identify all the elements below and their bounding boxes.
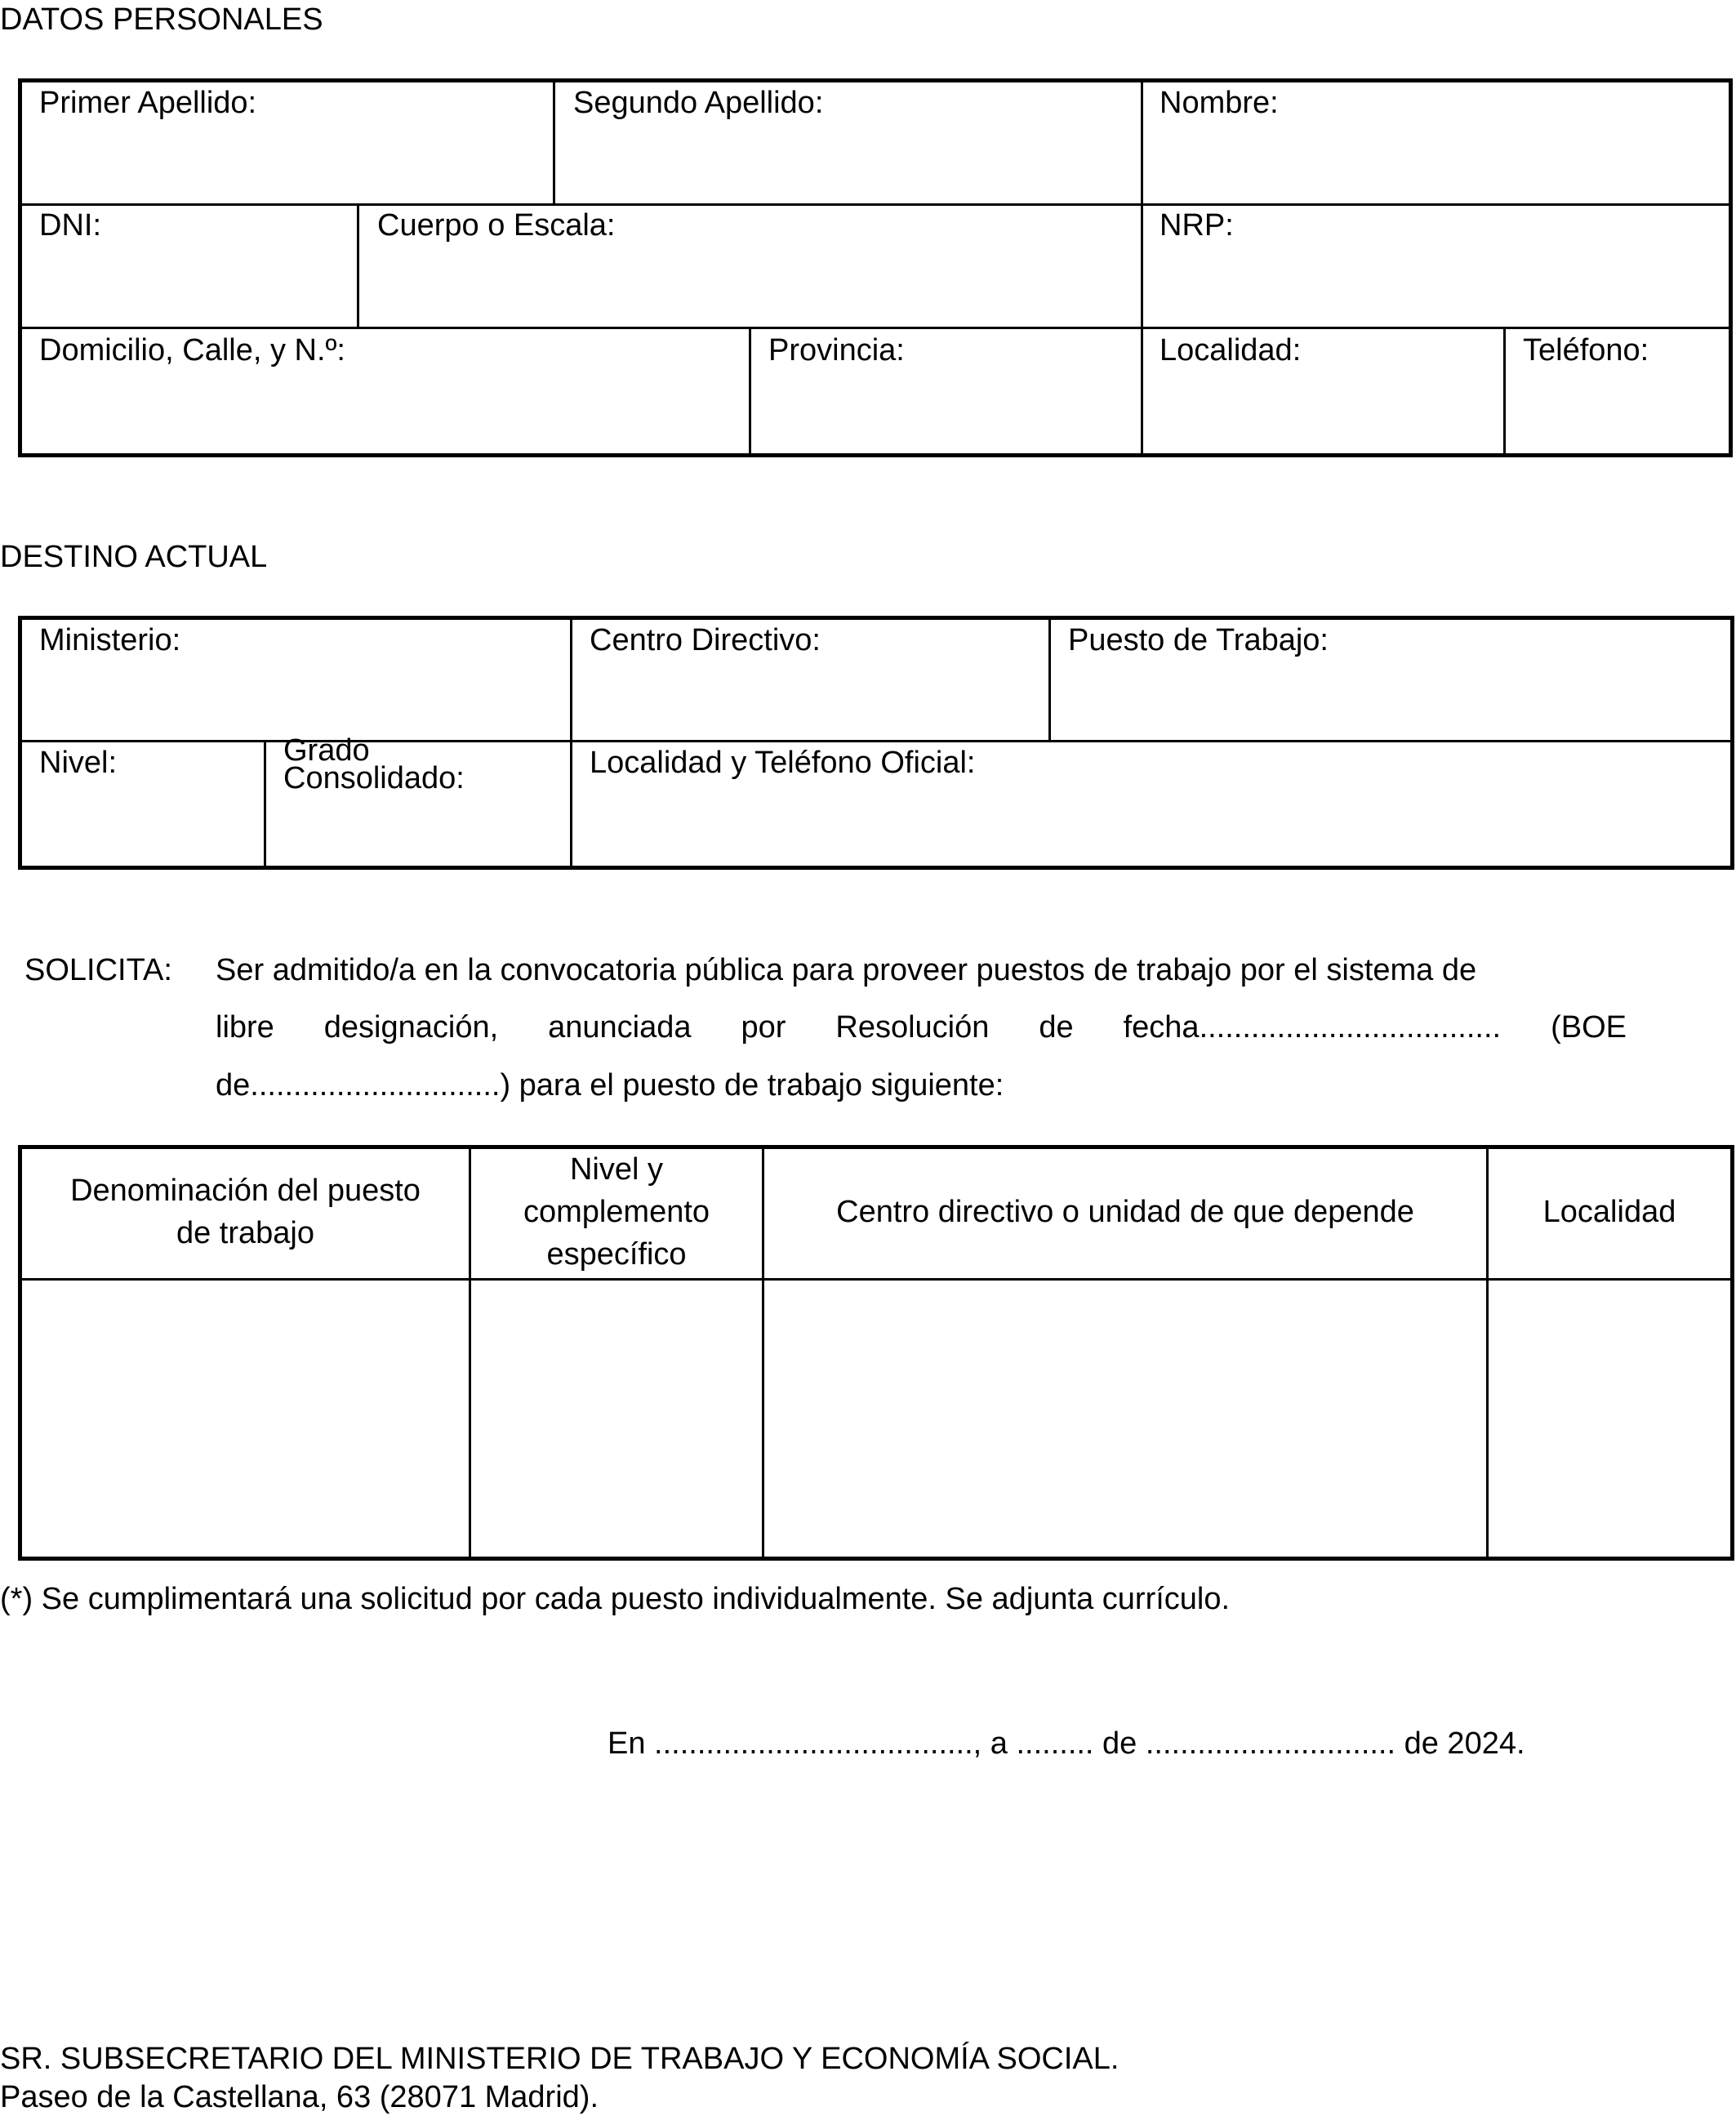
col-divider	[264, 741, 266, 870]
section-heading-destino-actual: DESTINO ACTUAL	[0, 540, 268, 574]
field-label-centro-directivo: Centro Directivo:	[590, 623, 821, 657]
solicita-line-1: Ser admitido/a en la convocatoria pública para proveer puestos de trabajo por el sistema de	[216, 953, 1477, 987]
word: anunciada	[548, 1010, 692, 1045]
field-label-ministerio: Ministerio:	[39, 623, 181, 657]
field-label-domicilio: Domicilio, Calle, y N.º:	[39, 333, 345, 368]
datos-personales-table	[18, 78, 1733, 457]
table-header-localidad	[1489, 1145, 1730, 1278]
destinatario-line-1: SR. SUBSECRETARIO DEL MINISTERIO DE TRABAJO Y ECONOMÍA SOCIAL.	[0, 2042, 1119, 2076]
header-text: Nivel y complemento específico	[523, 1152, 710, 1272]
field-label-primer-apellido: Primer Apellido:	[39, 86, 257, 120]
word: fecha...................................	[1123, 1010, 1502, 1045]
word: libre	[216, 1010, 274, 1045]
word: (BOE	[1551, 1010, 1627, 1045]
col-divider	[1141, 78, 1143, 457]
destino-actual-table	[18, 616, 1734, 870]
table-header-nivel	[471, 1145, 762, 1278]
header-text: Denominación del puesto de trabajo	[70, 1173, 421, 1250]
col-divider	[357, 204, 359, 328]
col-divider	[570, 616, 572, 870]
solicita-label: SOLICITA:	[24, 953, 172, 987]
grado-line-2: Consolidado:	[283, 761, 465, 795]
row-divider	[18, 203, 1733, 206]
table-header-denominacion	[22, 1145, 469, 1278]
word: designación,	[323, 1010, 499, 1045]
field-label-localidad-telefono-oficial: Localidad y Teléfono Oficial:	[590, 746, 976, 780]
solicita-line-3: de.............................) para el puesto de trabajo siguiente:	[216, 1068, 1004, 1103]
col-divider	[1048, 616, 1051, 742]
row-divider	[18, 327, 1733, 329]
grado-line-1: Grado	[283, 733, 370, 768]
field-label-grado-consolidado	[283, 733, 465, 795]
field-label-cuerpo-escala: Cuerpo o Escala:	[377, 208, 616, 243]
word: Resolución	[835, 1010, 990, 1045]
nota-curriculo: (*) Se cumplimentará una solicitud por cada puesto individualmente. Se adjunta currículo.	[0, 1582, 1231, 1616]
word: por	[741, 1010, 786, 1045]
table-header-centro-directivo	[764, 1145, 1486, 1278]
word: de	[1039, 1010, 1074, 1045]
col-divider	[1503, 327, 1506, 457]
row-divider	[18, 740, 1734, 742]
field-label-segundo-apellido: Segundo Apellido:	[573, 86, 824, 120]
field-label-provincia: Provincia:	[768, 333, 905, 368]
solicita-line-2	[216, 1009, 1627, 1045]
field-label-telefono: Teléfono:	[1523, 333, 1649, 368]
col-divider	[553, 78, 555, 205]
destinatario-line-2: Paseo de la Castellana, 63 (28071 Madrid).	[0, 2080, 599, 2114]
field-label-dni: DNI:	[39, 208, 101, 243]
field-label-nivel: Nivel:	[39, 746, 118, 780]
col-divider	[749, 327, 751, 457]
field-label-nombre: Nombre:	[1160, 86, 1279, 120]
section-heading-datos-personales: DATOS PERSONALES	[0, 2, 323, 37]
header-text: Centro directivo o unidad de que depende	[836, 1194, 1414, 1229]
row-divider	[18, 1278, 1734, 1281]
field-label-puesto-trabajo: Puesto de Trabajo:	[1068, 623, 1329, 657]
fecha-linea: En ....................................., a ......... de ............................. de 2024.	[608, 1726, 1525, 1761]
header-text: Localidad	[1542, 1194, 1676, 1229]
field-label-localidad: Localidad:	[1160, 333, 1302, 368]
field-label-nrp: NRP:	[1160, 208, 1234, 243]
